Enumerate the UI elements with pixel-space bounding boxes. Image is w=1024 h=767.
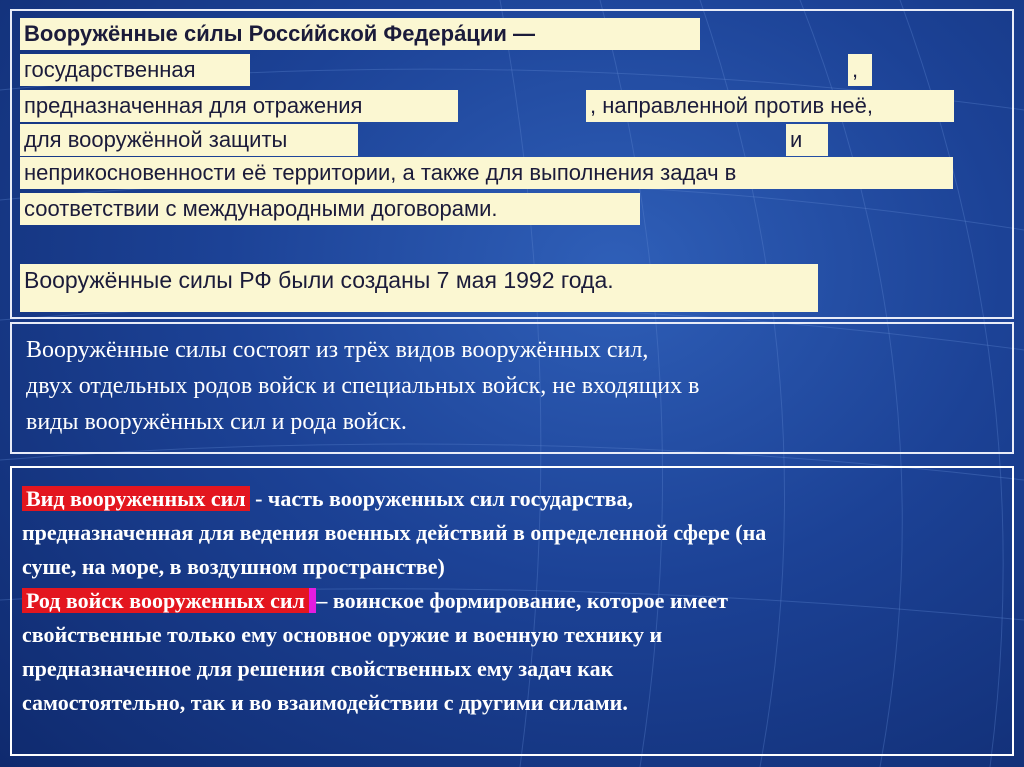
term1-line-3: суше, на море, в воздушном пространстве)	[22, 554, 445, 579]
composition-line-2: двух отдельных родов войск и специальных войск, не входящих в	[26, 373, 700, 399]
term1-label: Вид вооруженных сил	[22, 486, 250, 511]
definition-line-5: неприкосновенности её территории, а также для выполнения задач в	[20, 157, 953, 189]
creation-date-line: Вооружённые силы РФ были созданы 7 мая 1992 года.	[20, 264, 818, 312]
term2-line-1: Род войск вооруженных сил – воинское формирование, которое имеет	[22, 584, 1007, 618]
empty-highlight-line	[20, 229, 32, 261]
term2-line-2: свойственные только ему основное оружие и военную технику и	[22, 622, 663, 647]
definition-line-2: государственная ,	[20, 54, 872, 86]
term1-line-2: предназначенная для ведения военных действий в определенной сфере (на	[22, 520, 767, 545]
definition-line-6: соответствии с международными договорами.	[20, 193, 640, 225]
definition-title: Вооружённые си́лы Росси́йской Федера́ции —	[20, 18, 700, 50]
composition-line-3: виды вооружённых сил и рода войск.	[26, 409, 407, 435]
term2-label: Род войск вооруженных сил	[22, 588, 309, 613]
term2-line-4: самостоятельно, так и во взаимодействии с другими силами.	[22, 690, 628, 715]
terms-text	[22, 482, 1007, 720]
composition-line-1: Вооружённые силы состоят из трёх видов вооружённых сил,	[26, 337, 649, 363]
composition-text	[26, 332, 1001, 440]
term2-line-3: предназначенное для решения свойственных ему задач как	[22, 656, 614, 681]
definition-line-4: для вооружённой защиты и	[20, 124, 828, 156]
definition-line-3: предназначенная для отражения , направленной против неё,	[20, 90, 954, 122]
term1-line-1: Вид вооруженных сил - часть вооруженных сил государства,	[22, 482, 1007, 516]
